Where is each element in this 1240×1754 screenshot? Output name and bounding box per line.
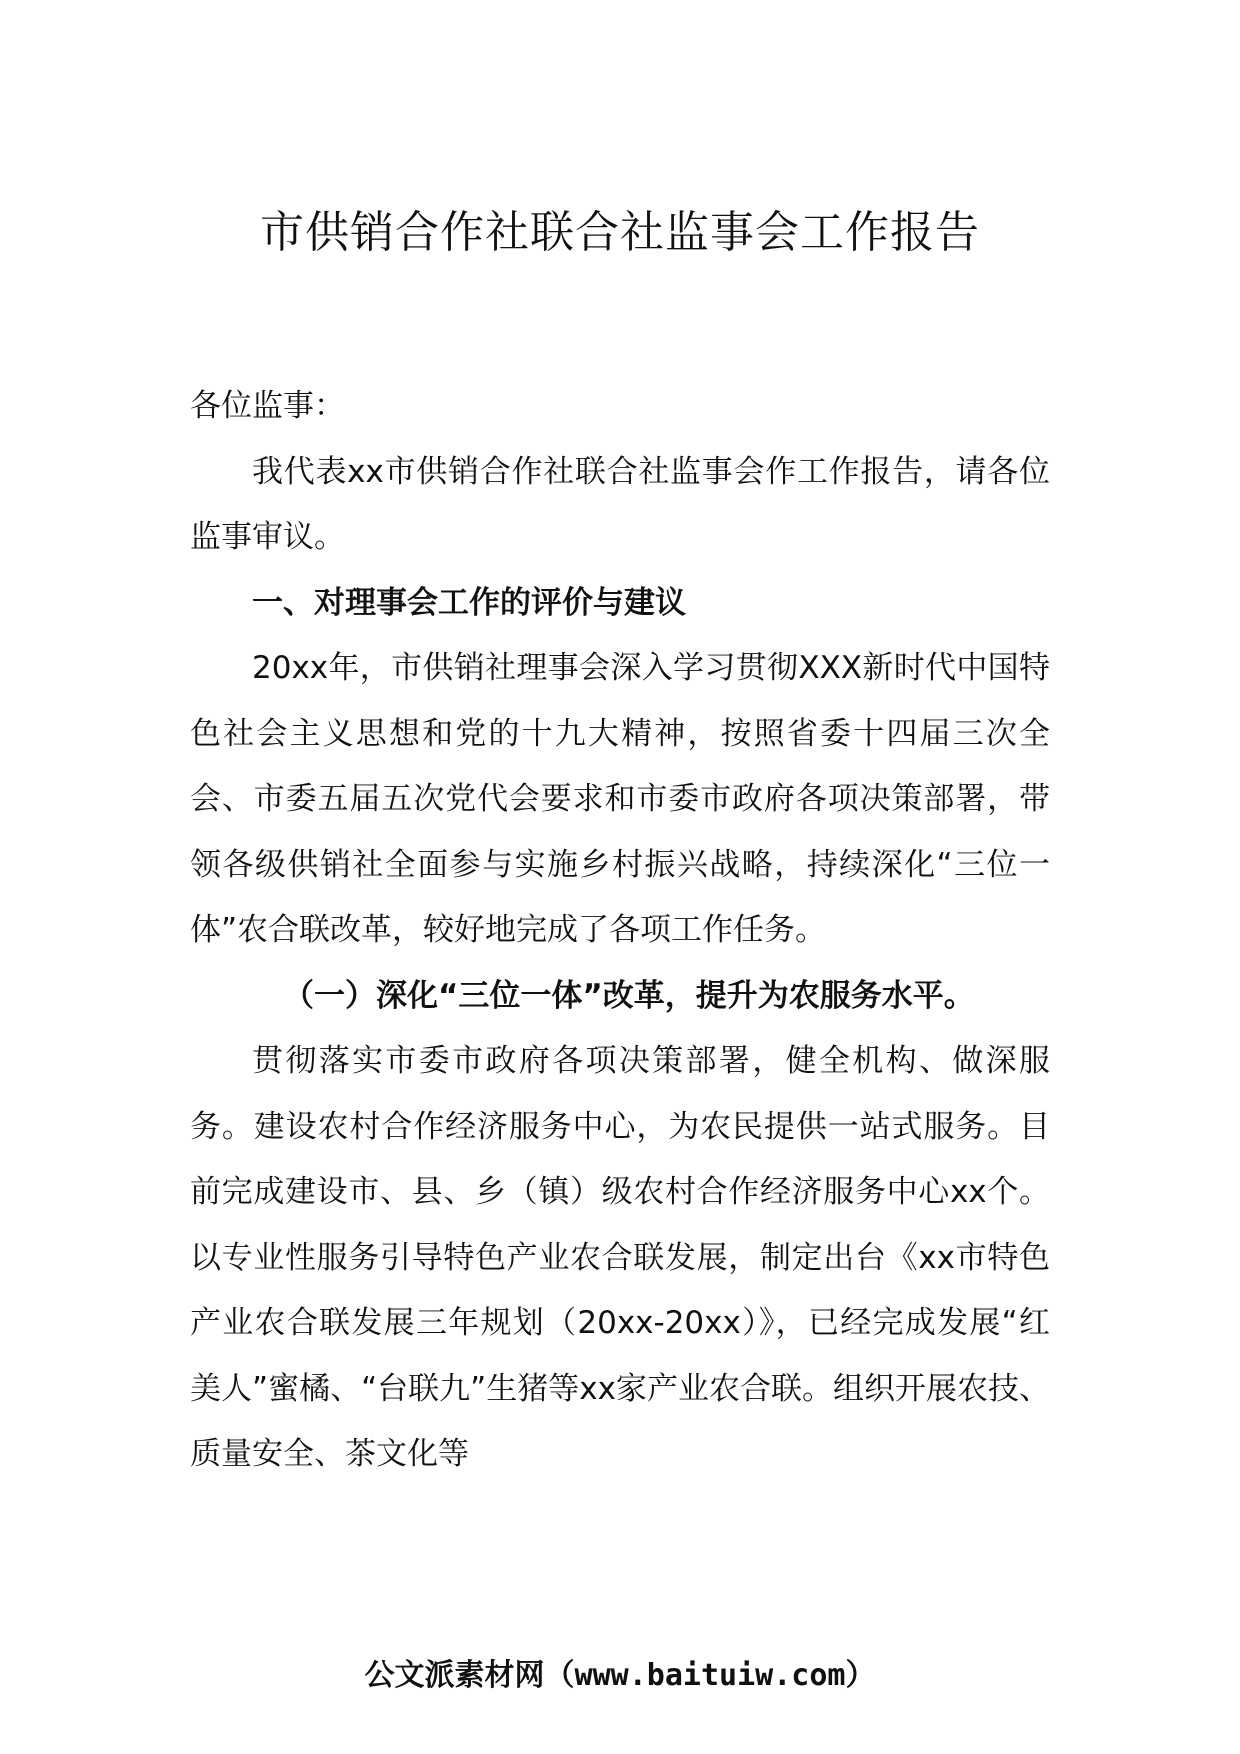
subsection-heading: （一）深化“三位一体”改革，提升为农服务水平。 (283, 977, 975, 1014)
subsection-paragraph: 贯彻落实市委市政府各项决策部署，健全机构、做深服务。建设农村合作经济服务中心，为农民提供一站式服务。目前完成建设市、县、乡（镇）级农村合作经济服务中心xx个。以专业性服务引导特色产业农合联发展，制定出台《xx市特色产业农合联发展三年规划（20xx-20xx）》，已经完成发展“红美人”蜜橘、“台联九”生猪等xx家产业农合联。组织开展农技、质量安全、茶文化等 (190, 1043, 1050, 1472)
document-body (190, 374, 1050, 1488)
intro-paragraph: 我代表xx市供销合作社联合社监事会作工作报告，请各位监事审议。 (190, 453, 1050, 555)
document-title: 市供销合作社联合社监事会工作报告 (260, 207, 980, 258)
section-paragraph: 20xx年，市供销社理事会深入学习贯彻XXX新时代中国特色社会主义思想和党的十九大精神，按照省委十四届三次全会、市委五届五次党代会要求和市委市政府各项决策部署，带领各级供销社全面参与实施乡村振兴战略，持续深化“三位一体”农合联改革，较好地完成了各项工作任务。 (190, 650, 1050, 948)
footer-watermark-text: 公文派素材网（www.baituiw.com） (364, 1658, 876, 1693)
salutation: 各位监事： (190, 388, 345, 424)
section-heading: 一、对理事会工作的评价与建议 (252, 584, 686, 621)
